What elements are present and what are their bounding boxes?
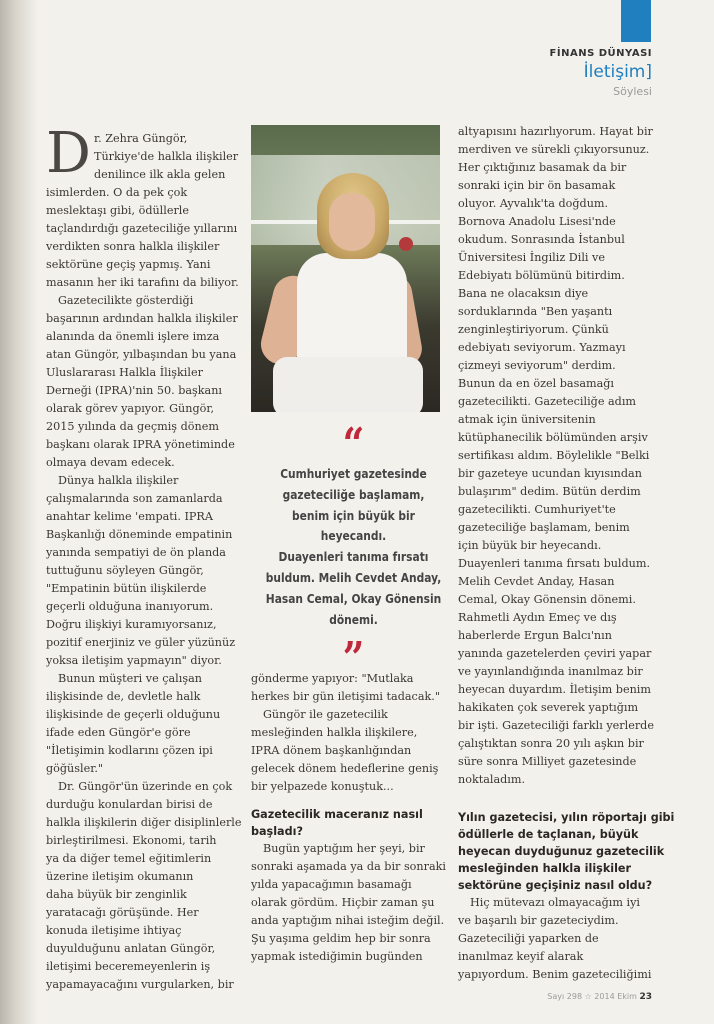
text-line: Bana ne olacaksın diye xyxy=(458,287,589,300)
text-line: noktaladım. xyxy=(458,773,526,786)
paragraph xyxy=(458,123,658,789)
text-line: edebiyatı seviyorum. Yazmayı xyxy=(458,341,626,354)
text-line: ve yayınlandığında inanılmaz bir xyxy=(458,665,643,678)
text-column-2 xyxy=(251,670,446,966)
subhead-line: heyecan duyduğunuz gazetecilik xyxy=(458,845,665,858)
pull-quote-line: Hasan Cemal, Okay Gönensin xyxy=(265,590,442,606)
text-line: Uluslararası Halkla İlişkiler xyxy=(46,366,203,379)
text-line: gazetecilikti. Cumhuriyet'te xyxy=(458,503,616,516)
text-line: birleştirilmesi. Ekonomi, tarih xyxy=(46,834,217,847)
text-line: daha büyük bir zenginlik xyxy=(46,888,187,901)
question-subhead xyxy=(251,806,446,840)
text-line: Cemal, Okay Gönensin dönemi. xyxy=(458,593,636,606)
text-line: ilişkisinde de, devletle halk xyxy=(46,690,201,703)
paragraph xyxy=(46,778,242,994)
text-line: göğüsler." xyxy=(46,762,104,775)
text-line: gazetecilikti. Gazeteciliğe adım xyxy=(458,395,637,408)
photo-figure-skirt xyxy=(273,357,423,412)
text-line: halkla ilişkilerin diğer disiplinlerle xyxy=(46,816,242,829)
text-line: herkes bir gün iletişimi tadacak." xyxy=(251,690,440,703)
text-line: yapmak istediğimin bugünden xyxy=(251,950,423,963)
text-line: meslektaşı gibi, ödüllerle xyxy=(46,204,190,217)
text-line: sorduklarında "Ben yaşantı xyxy=(458,305,613,318)
text-line: Türkiye'de halkla ilişkiler xyxy=(94,150,239,163)
text-line: isimlerden. O da pek çok xyxy=(46,186,188,199)
paragraph xyxy=(46,472,236,670)
text-line: r. Zehra Güngör, xyxy=(94,132,188,145)
text-column-1 xyxy=(46,121,242,994)
text-line: sertifikası aldım. Böylelikle "Belki xyxy=(458,449,650,462)
text-line: sonraki için bir ön basamak xyxy=(458,179,616,192)
text-line: Bugün yaptığım her şeyi, bir xyxy=(263,842,425,855)
paragraph xyxy=(46,292,236,472)
subhead-line: sektörüne geçişiniz nasıl oldu? xyxy=(458,879,653,892)
section-color-tab xyxy=(621,0,651,42)
subhead-line: Gazetecilik maceranız nasıl xyxy=(251,808,423,821)
text-line: Dr. Güngör'ün üzerinde en çok xyxy=(58,780,233,793)
text-line: ifade eden Güngör'e göre xyxy=(46,726,191,739)
text-line: başkanı olarak IPRA yönetiminde xyxy=(46,438,235,451)
text-line: Şu yaşıma geldim hep bir sonra xyxy=(251,932,431,945)
text-line: Bornova Anadolu Lisesi'nde xyxy=(458,215,616,228)
text-line: hakikaten çok severek yaptığım xyxy=(458,701,639,714)
text-line: zenginleştiriyorum. Çünkü xyxy=(458,323,609,336)
page-footer xyxy=(547,992,652,1002)
section-title: İletişim] xyxy=(583,62,652,82)
text-line: olmaya devam edecek. xyxy=(46,456,175,469)
text-line: Hiç mütevazı olmayacağım iyi xyxy=(470,896,641,909)
text-line: olarak görev yapıyor. Güngör, xyxy=(46,402,215,415)
text-line: kütüphanecilik bölümünden arşiv xyxy=(458,431,648,444)
text-line: ve başarılı bir gazeteciydim. xyxy=(458,914,619,927)
text-line: okudum. Sonrasında İstanbul xyxy=(458,233,625,246)
pull-quote-line: Duayenleri tanıma fırsatı xyxy=(278,549,429,565)
paragraph xyxy=(46,670,236,778)
text-line: üzerine iletişim okumanın xyxy=(46,870,194,883)
text-line: Bunun da en özel basamağı xyxy=(458,377,615,390)
text-line: pozitif enerjiniz ve güler yüzünüz xyxy=(46,636,236,649)
text-line: Duayenleri tanıma fırsatı buldum. xyxy=(458,557,651,570)
issue-info: Sayı 298 ☆ 2014 Ekim xyxy=(547,992,637,1001)
text-line: alanında da önemli işlere imza xyxy=(46,330,220,343)
drop-cap: D xyxy=(46,121,91,186)
text-line: "İletişimin kodlarını çözen ipi xyxy=(46,744,213,757)
photo-figure-top xyxy=(297,253,407,373)
text-line: oluyor. Ayvalık'ta doğdum. xyxy=(458,197,609,210)
text-line: anahtar kelime 'empati. IPRA xyxy=(46,510,213,523)
opening-paragraph xyxy=(46,121,239,292)
text-line: için büyük bir heyecandı. xyxy=(458,539,602,552)
photo-figure-face xyxy=(329,193,375,251)
text-line: bir yelpazede konuştuk... xyxy=(251,780,394,793)
pull-quote-line: buldum. Melih Cevdet Anday, xyxy=(265,569,442,585)
text-line: atmak için üniversitenin xyxy=(458,413,596,426)
text-line: bir gazeteye ucundan kıyısından xyxy=(458,467,642,480)
text-line: çalıştıktan sonra 20 yılı aşkın bir xyxy=(458,737,644,750)
page-binding-shadow xyxy=(0,0,38,1024)
paragraph xyxy=(251,670,446,706)
text-line: Güngör ile gazetecilik xyxy=(263,708,388,721)
portrait-photo xyxy=(251,125,440,412)
text-line: Gazetecilikte gösterdiği xyxy=(58,294,194,307)
question-subhead xyxy=(458,809,675,894)
text-line: gönderme yapıyor: "Mutlaka xyxy=(251,672,414,685)
text-line: "Empatinin bütün ilişkilerde xyxy=(46,582,207,595)
text-line: sektörüne geçiş yapmış. Yani xyxy=(46,258,211,271)
pull-quote-line: gazeteciliğe başlamam, xyxy=(282,486,425,502)
text-line: bir işti. Gazeteciliği farklı yerlerde xyxy=(458,719,654,732)
text-line: olarak gördüm. Hiçbir zaman şu xyxy=(251,896,435,909)
section-name: FİNANS DÜNYASI xyxy=(549,48,652,59)
text-line: bulaşırım" dedim. Bütün derdim xyxy=(458,485,641,498)
text-line: masanın her iki tarafını da biliyor. xyxy=(46,276,239,289)
text-line: iletişimi beceremeyenlerin iş xyxy=(46,960,211,973)
text-line: yoksa iletişim yapmayın" diyor. xyxy=(46,654,222,667)
text-line: Melih Cevdet Anday, Hasan xyxy=(458,575,615,588)
paragraph xyxy=(251,706,446,796)
text-line: Başkanlığı döneminde empatinin xyxy=(46,528,233,541)
text-line: Doğru ilişkiyi kuramıyorsanız, xyxy=(46,618,217,631)
text-line: süre sonra Milliyet gazetesinde xyxy=(458,755,637,768)
close-quote-icon: ” xyxy=(342,633,365,685)
text-line: çalışmalarında son zamanlarda xyxy=(46,492,223,505)
text-line: mesleğinden halkla ilişkilere, xyxy=(251,726,418,739)
text-line: heyecan duyardım. İletişim benim xyxy=(458,683,651,696)
text-line: Üniversitesi İngiliz Dili ve xyxy=(458,251,605,264)
text-line: verdikten sonra halkla ilişkiler xyxy=(46,240,220,253)
text-line: çizmeyi seviyorum" derdim. xyxy=(458,359,616,372)
text-line: haberlerde Ergun Balcı'nın xyxy=(458,629,612,642)
subhead-line: başladı? xyxy=(251,825,303,838)
text-line: inanılmaz keyif alarak xyxy=(458,950,584,963)
text-line: denilince ilk akla gelen xyxy=(94,168,226,181)
text-line: yılda yapacağımın basamağı xyxy=(251,878,412,891)
text-line: atan Güngör, yılbaşından bu yana xyxy=(46,348,237,361)
photo-flower xyxy=(399,237,413,251)
paragraph xyxy=(458,894,658,984)
text-column-3 xyxy=(458,123,675,984)
section-header xyxy=(550,48,652,98)
open-quote-icon: “ xyxy=(342,419,365,470)
pull-quote-line: dönemi. xyxy=(329,611,378,627)
text-line: IPRA dönem başkanlığından xyxy=(251,744,412,757)
text-line: anda yaptığım nihai isteğim değil. xyxy=(251,914,445,927)
page-number: 23 xyxy=(639,992,652,1002)
text-line: 2015 yılında da geçmiş dönem xyxy=(46,420,219,433)
text-line: başarının ardından halkla ilişkiler xyxy=(46,312,238,325)
text-line: Gazeteciliği yaparken de xyxy=(458,932,599,945)
text-line: Derneği (IPRA)'nin 50. başkanı xyxy=(46,384,223,397)
text-line: Dünya halkla ilişkiler xyxy=(58,474,179,487)
text-line: gazeteciliğe başlamam, benim xyxy=(458,521,630,534)
text-line: ya da diğer temel eğitimlerin xyxy=(46,852,212,865)
text-line: yapamayacağını vurgularken, bir xyxy=(46,978,234,991)
text-line: duyulduğunu anlatan Güngör, xyxy=(46,942,216,955)
text-line: yapıyordum. Benim gazeteciliğimi xyxy=(458,968,652,981)
section-subtitle: Söylesi xyxy=(613,85,652,98)
text-line: sonraki aşamada ya da bir sonraki xyxy=(251,860,446,873)
text-line: taçlandırdığı gazeteciliğe yıllarını xyxy=(46,222,238,235)
text-line: tuttuğunu söyleyen Güngör, xyxy=(46,564,204,577)
pull-quote-line: benim için büyük bir heyecandı. xyxy=(292,507,415,544)
text-line: geçerli olduğuna inanıyorum. xyxy=(46,600,214,613)
pull-quote-line: Cumhuriyet gazetesinde xyxy=(280,466,427,481)
text-line: gelecek dönem hedeflerine geniş xyxy=(251,762,439,775)
text-line: ilişkisinde de geçerli olduğunu xyxy=(46,708,221,721)
text-line: konuda iletişime ihtiyaç xyxy=(46,924,182,937)
text-line: Her çıktığınız basamak da bir xyxy=(458,161,627,174)
text-line: yanında gazetelerden çeviri yapar xyxy=(458,647,652,660)
subhead-line: mesleğinden halkla ilişkiler xyxy=(458,862,632,875)
paragraph xyxy=(251,840,446,966)
text-line: merdiven ve sürekli çıkıyorsunuz. xyxy=(458,143,650,156)
text-line: durduğu konulardan birisi de xyxy=(46,798,213,811)
text-line: yanında sempatiyi de ön planda xyxy=(46,546,226,559)
subhead-line: ödüllerle de taçlanan, büyük xyxy=(458,828,639,841)
text-line: yaratacağı görüşünde. Her xyxy=(46,906,199,919)
text-line: Bunun müşteri ve çalışan xyxy=(58,672,202,685)
subhead-line: Yılın gazetecisi, yılın röportajı gibi xyxy=(458,811,675,824)
text-line: Edebiyatı bölümünü bitirdim. xyxy=(458,269,625,282)
text-line: altyapısını hazırlıyorum. Hayat bir xyxy=(458,125,653,138)
text-line: Rahmetli Aydın Emeç ve dış xyxy=(458,611,617,624)
